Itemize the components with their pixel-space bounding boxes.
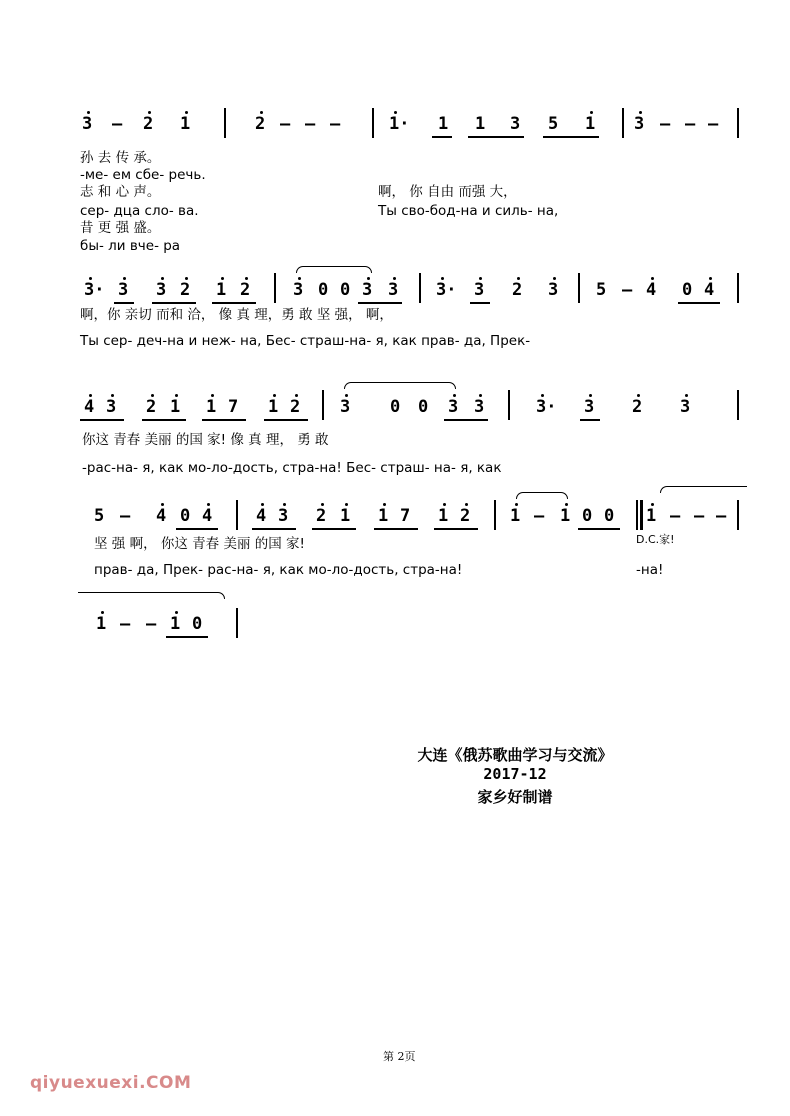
lyric-line: -рас-на- я, как мо-ло-дость, стра-на! Бес- страш- на- я, как — [82, 460, 502, 476]
note: 2 — [316, 506, 327, 526]
note: 4 — [202, 506, 213, 526]
note: 2 — [143, 114, 154, 134]
lyric-line: 啊，你 亲切 而和 洽， 像 真 理，勇 敢 坚 强， 啊， — [80, 307, 393, 323]
note: 3 — [584, 397, 595, 417]
note: 1 — [438, 506, 449, 526]
note: 1 — [585, 114, 596, 134]
note: 1 — [268, 397, 279, 417]
note: 2 — [632, 397, 643, 417]
note: 1 — [646, 506, 657, 526]
credit-author: 家乡好制谱 — [477, 788, 553, 806]
note: 1· — [389, 114, 410, 134]
note: 3· — [84, 280, 105, 300]
note: 3 — [680, 397, 691, 417]
note: 2 — [240, 280, 251, 300]
note: 3 — [634, 114, 645, 134]
note: 5 — [596, 280, 607, 300]
note: 0 — [682, 280, 693, 300]
note: – — [112, 114, 123, 134]
lyric-line: прав- да, Прек- рас-на- я, как мо-ло-дость, стра-на! — [94, 562, 463, 578]
note: 1 — [438, 114, 449, 134]
note: 1 — [216, 280, 227, 300]
note: 3 — [448, 397, 459, 417]
note: 1 — [340, 506, 351, 526]
note: 1 — [510, 506, 521, 526]
note: – — [694, 506, 705, 526]
lyric-line: Ты сво-бод-на и силь- на, — [378, 203, 559, 219]
note: 0 — [340, 280, 351, 300]
note: – — [120, 506, 131, 526]
note: – — [305, 114, 316, 134]
note: – — [708, 114, 719, 134]
lyric-line: 昔 更 强 盛。 — [80, 220, 161, 236]
note: 7 — [228, 397, 239, 417]
note: 1 — [170, 397, 181, 417]
note: 2 — [180, 280, 191, 300]
note: 3 — [278, 506, 289, 526]
note: – — [685, 114, 696, 134]
note: 3· — [436, 280, 457, 300]
note: 5 — [94, 506, 105, 526]
note: 3 — [340, 397, 351, 417]
note: 3 — [548, 280, 559, 300]
note: 2 — [460, 506, 471, 526]
lyric-line: сер- дца сло- ва. — [80, 203, 199, 219]
note: 0 — [318, 280, 329, 300]
note: 0 — [180, 506, 191, 526]
note: 3 — [474, 397, 485, 417]
note: 3 — [118, 280, 129, 300]
note: – — [120, 614, 131, 634]
note: 0 — [418, 397, 429, 417]
note: 0 — [192, 614, 203, 634]
credit-date: 2017-12 — [483, 765, 547, 783]
note: 4 — [646, 280, 657, 300]
lyric-line: -на! — [636, 562, 664, 578]
note: 3 — [82, 114, 93, 134]
page-number: 第 2页 — [383, 1050, 416, 1063]
note: 3 — [106, 397, 117, 417]
note: 1 — [170, 614, 181, 634]
lyric-line: Ты сер- деч-на и неж- на, Бес- страш-на- я, как прав- да, Прек- — [80, 333, 531, 349]
note: 2 — [255, 114, 266, 134]
note: – — [716, 506, 727, 526]
note: 1 — [475, 114, 486, 134]
note: 2 — [512, 280, 523, 300]
note: 7 — [400, 506, 411, 526]
note: 1 — [206, 397, 217, 417]
lyric-line: 志 和 心 声。 — [80, 184, 161, 200]
watermark: qiyuexuexi.COM — [30, 1073, 192, 1093]
note: – — [146, 614, 157, 634]
lyric-line: -ме- ем сбе- речь. — [80, 167, 206, 183]
note: – — [622, 280, 633, 300]
credit-title: 大连《俄苏歌曲学习与交流》 — [417, 746, 613, 764]
note: 3 — [156, 280, 167, 300]
note: 1 — [560, 506, 571, 526]
note: 4 — [704, 280, 715, 300]
note: 2 — [290, 397, 301, 417]
note: – — [280, 114, 291, 134]
note: 3 — [293, 280, 304, 300]
note: 5 — [548, 114, 559, 134]
note: 0 — [390, 397, 401, 417]
note: 4 — [256, 506, 267, 526]
note: – — [330, 114, 341, 134]
note: 3 — [388, 280, 399, 300]
note: 0 — [604, 506, 615, 526]
note: 3 — [474, 280, 485, 300]
lyric-line: бы- ли вче- ра — [80, 238, 181, 254]
note: – — [670, 506, 681, 526]
note: 3· — [536, 397, 557, 417]
note: – — [534, 506, 545, 526]
note: 3 — [510, 114, 521, 134]
da-capo-mark: D.C.家! — [636, 533, 675, 546]
lyric-line: 孙 去 传 承。 — [80, 150, 161, 166]
lyric-line: 坚 强 啊， 你这 青春 美丽 的国 家! — [94, 536, 305, 552]
note: 3 — [362, 280, 373, 300]
note: 1 — [378, 506, 389, 526]
note: 0 — [582, 506, 593, 526]
note: – — [660, 114, 671, 134]
note: 4 — [84, 397, 95, 417]
note: 4 — [156, 506, 167, 526]
lyric-line: 你这 青春 美丽 的国 家! 像 真 理， 勇 敢 — [82, 432, 329, 448]
note: 1 — [96, 614, 107, 634]
note: 2 — [146, 397, 157, 417]
lyric-line: 啊， 你 自由 而强 大， — [378, 184, 517, 200]
note: 1 — [180, 114, 191, 134]
